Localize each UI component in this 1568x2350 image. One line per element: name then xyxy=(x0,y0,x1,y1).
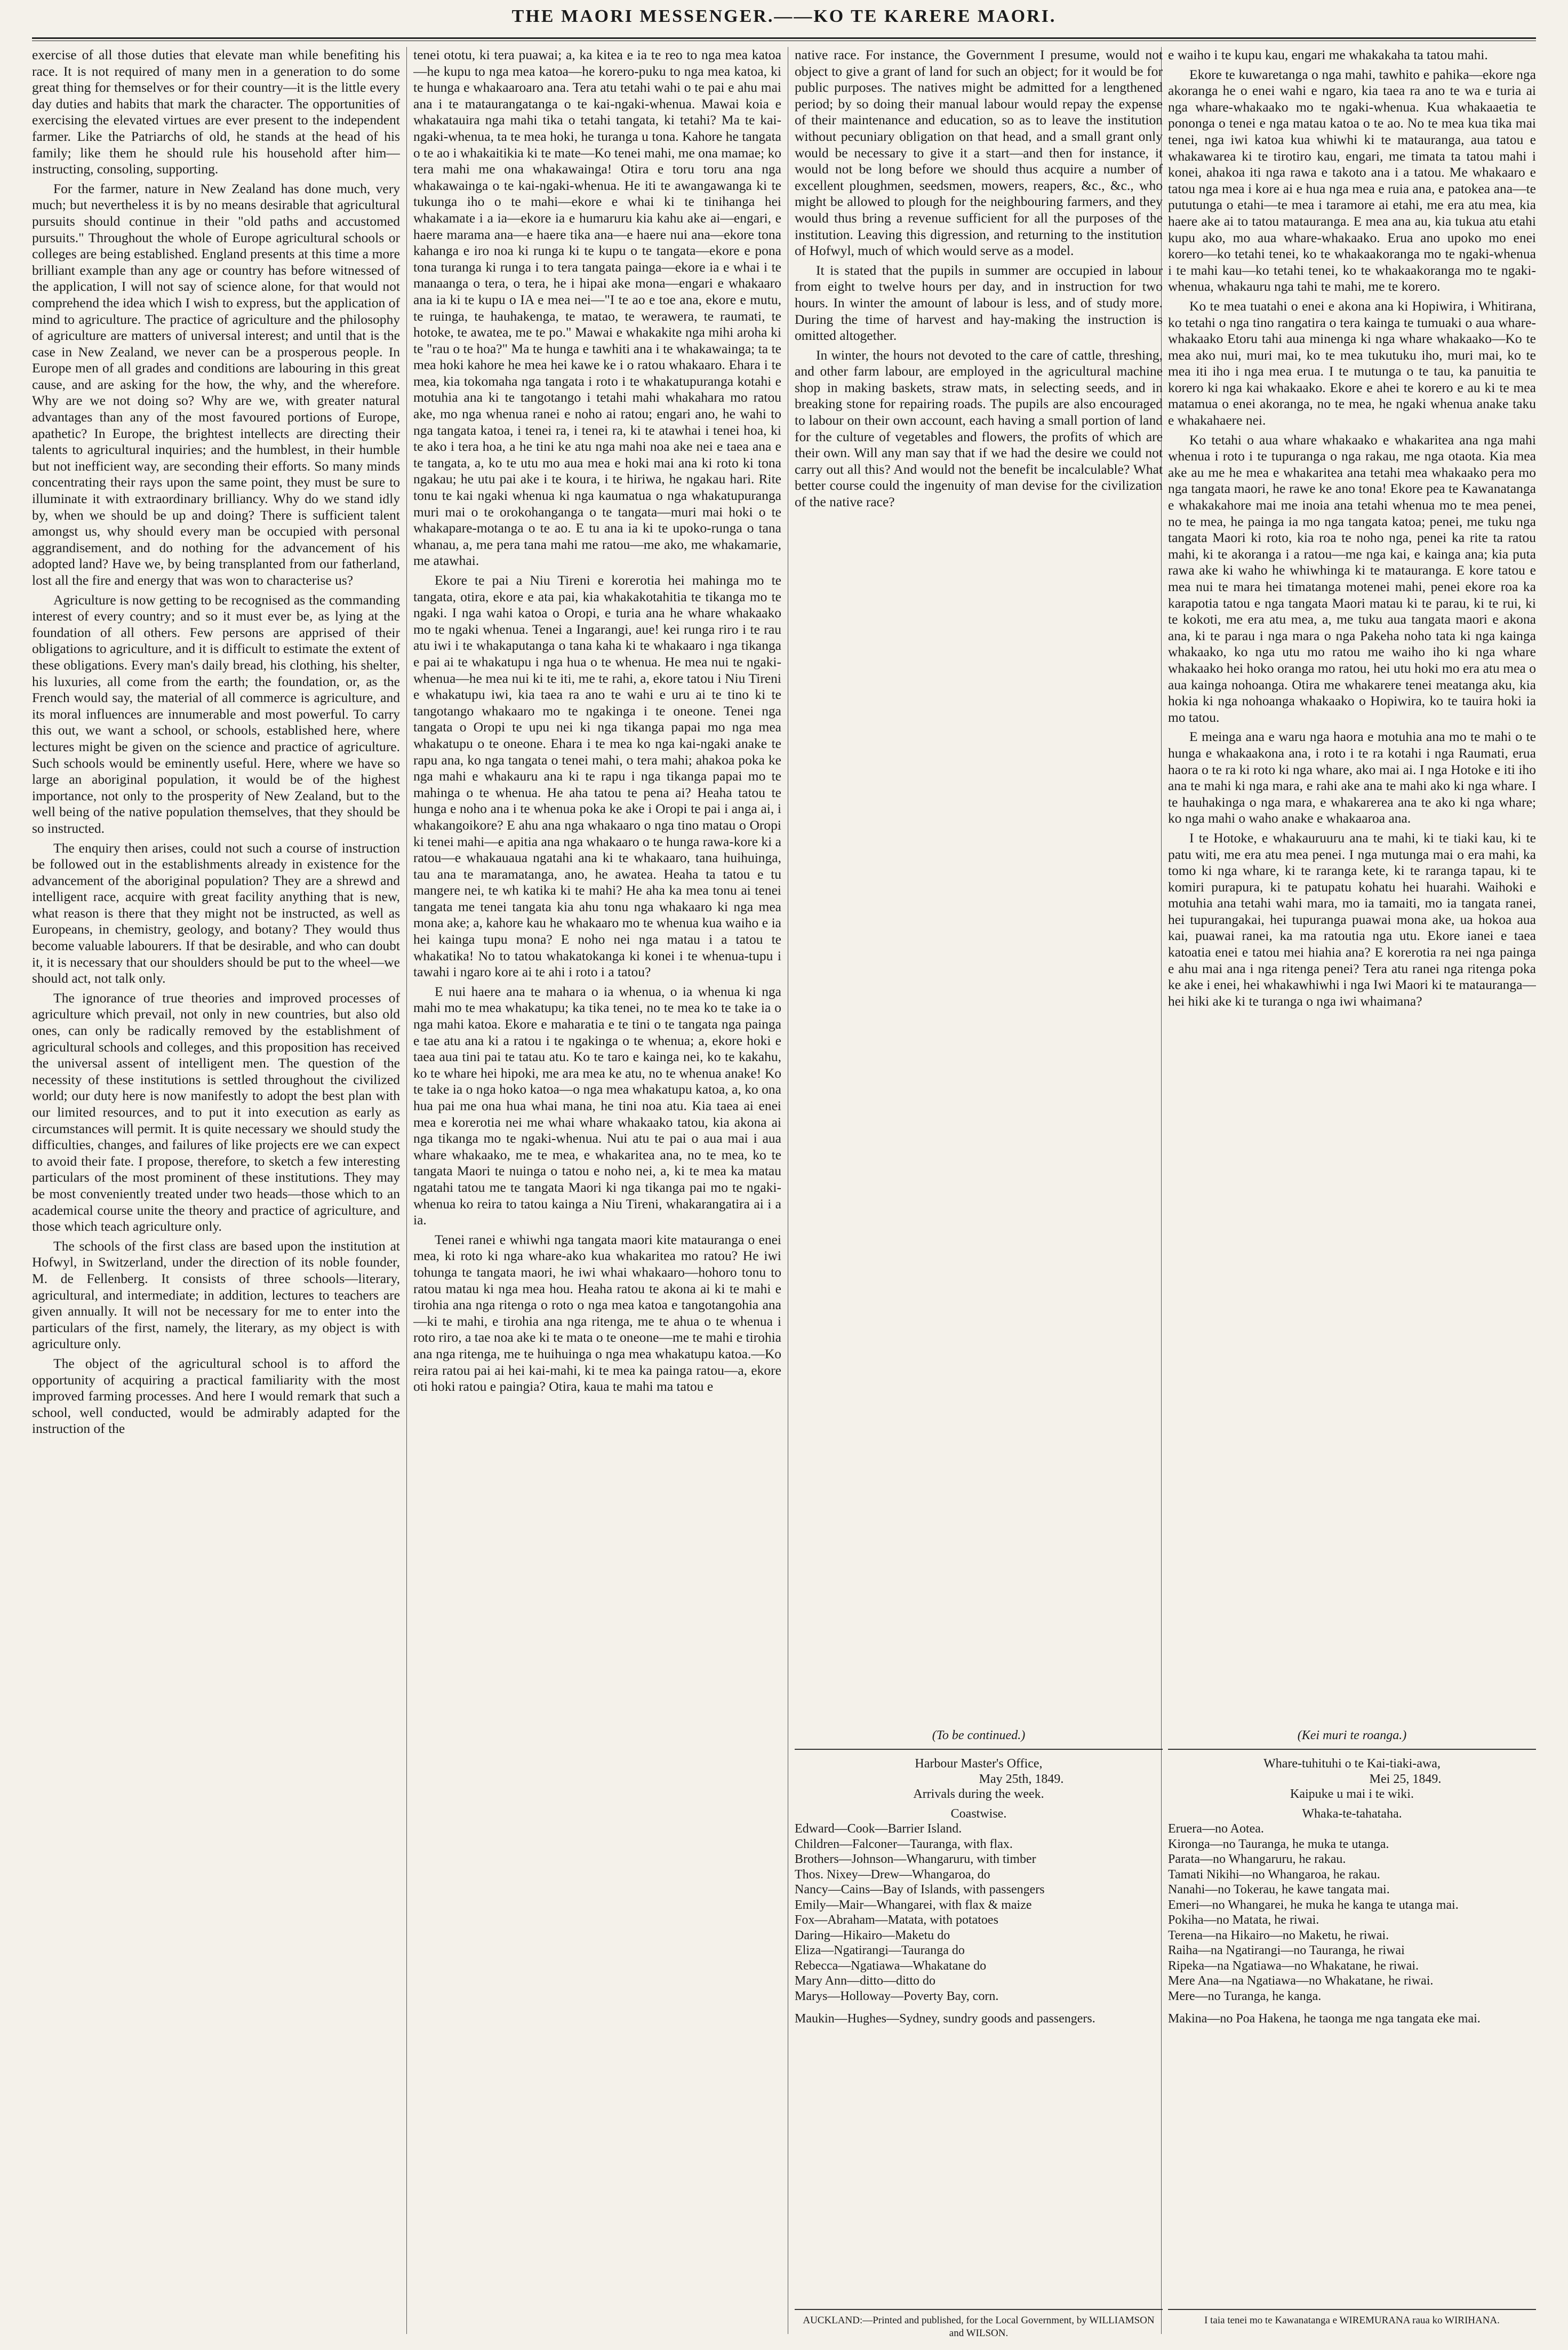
article-paragraph: e waiho i te kupu kau, engari me whakakaha ta tatou mahi. xyxy=(1168,47,1488,62)
shipping-entry: Raiha—na Ngatirangi—no Tauranga, he riwai xyxy=(1168,1943,1405,1957)
shipping-entry: Ripeka—na Ngatiawa—no Whakatane, he riwai. xyxy=(1168,1958,1419,1973)
shipping-entry: Thos. Nixey—Drew—Whangaroa, do xyxy=(795,1867,990,1882)
shipping-notice-maori xyxy=(1168,1756,1536,2027)
section-rule xyxy=(795,1749,1163,1750)
shipping-entry: Edward—Cook—Barrier Island. xyxy=(795,1822,962,1836)
shipping-entry: Kironga—no Tauranga, he muka te utanga. xyxy=(1168,1837,1389,1851)
shipping-entry: Rebecca—Ngatiawa—Whakatane do xyxy=(795,1958,987,1973)
article-paragraph: I te Hotoke, e whakauruuru ana te mahi, ki te tiaki kau, ki te patu witi, me era atu mea penei. I nga mutunga mai o era mahi, ka tomo ki nga whare, ki te raranga kete, ki te raranga tapau, ki te komiri purapura, ki te patupatu kohatu hei huarahi. Waihoki e motuhia ana tetahi wahi mara, mo ia tamaiti, mo ia tangata ranei, hei tupurangakai, hei tupuranga puawai mona ake, ua hokoa aua kai, puawai ranei, ka ma ratoutia nga utu. Ekore ianei e taea katoatia enei e tatou mei hiahia ana? E korerotia ra nei nga painga e ahu mai ana i nga ritenga penei? Tera atu ranei nga ritenga poka ke ake i enei, hei whakawhiwhi i nga Iwi Maori ki te matauranga—hei hiki ake ki te turanga o nga iwi whaimana? xyxy=(1168,830,1536,1009)
article-paragraph: The schools of the first class are based upon the institution at Hofwyl, in Switzerland, under the direction of its noble founder, M. de Fellenberg. It consists of three schools—literary, agricultural, and intermediate; in addition, lectures to teachers are given annually. It will not be necessary for me to enter into the particulars of the first, namely, the literary, as my object is with agriculture only. xyxy=(32,1238,400,1352)
shipping-heading: Arrivals during the week. xyxy=(913,1787,1044,1801)
article-paragraph: exercise of all those duties that elevate man while benefiting his race. It is not required of many men in a generation to do some great thing for themselves or for their country—it is the little every day duties and habits that mark the character. The opportunities of exercising the elevated virtues are ever present to the independent farmer. Like the Patriarchs of old, he stands at the head of his family; like them he should rule his household after him—instructing, consoling, supporting. xyxy=(32,47,400,177)
shipping-date: May 25th, 1849. xyxy=(979,1772,1064,1786)
shipping-entry: Marys—Holloway—Poverty Bay, corn. xyxy=(795,1989,999,2003)
column-english-article xyxy=(32,47,400,2334)
shipping-entry: Emeri—no Whangarei, he muka he kanga te utanga mai. xyxy=(1168,1898,1459,1912)
shipping-entry-international: Maukin—Hughes—Sydney, sundry goods and passengers. xyxy=(795,2012,1095,2026)
shipping-entry: Brothers—Johnson—Whangaruru, with timber xyxy=(795,1852,1036,1866)
shipping-subheading: Coastwise. xyxy=(950,1806,1007,1821)
masthead: THE MAORI MESSENGER.——KO TE KARERE MAORI. xyxy=(511,6,1057,26)
shipping-entry: Fox—Abraham—Matata, with potatoes xyxy=(795,1913,998,1927)
article-paragraph: In winter, the hours not devoted to the care of cattle, threshing, and other farm labour, are employed in the agricultural machine shop in making baskets, straw mats, in selecting seeds, and in breaking stone for repairing roads. The pupils are also encouraged to labour on their own account, each having a small portion of land for the culture of vegetables and flowers, the profits of which are their own. Will any man say that if we had the desire we could not carry out all this? And would not the benefit be incalculable? What better course could the ingenuity of man devise for the civilization of the native race? xyxy=(795,347,1163,510)
article-paragraph: For the farmer, nature in New Zealand has done much, very much; but nevertheless it is by no means desirable that agricultural pursuits should continue in their "old paths and accustomed pursuits." Throughout the whole of Europe agricultural schools or colleges are being established. England presents at this time a more brilliant example than any age or country has before witnessed of the application, I will not say of science alone, for that would not comprehend the idea which I wish to express, but the application of mind to agriculture. The practice of agriculture and the philosophy of agriculture are matters of universal interest; and until that is the case in New Zealand, we never can be a prosperous people. In Europe men of all grades and conditions are labouring in this great cause, and are asking for the how, the why, and the wherefore. Why are we not doing so? Why are we, with greater natural advantages than any of the most favoured portions of Europe, apathetic? In Europe, the brightest intellects are directing their talents to agricultural inquiries; and the humblest, in their humble but not inefficient way, are seconding their efforts. So many minds concentrating their rays upon the same point, they must be sure to illuminate it with extraordinary brilliancy. Why do we stand idly by, when we should be up and doing? There is sufficient talent amongst us, why should every man be occupied with personal aggrandisement, and do nothing for the advancement of his adopted land? Have we, by being transplanted from our fatherland, lost all the fire and energy that was won to characterise us? xyxy=(32,180,400,588)
article-paragraph: Ekore te pai a Niu Tireni e korerotia hei mahinga mo te tangata, otira, ekore e ata pai, kia whakakotahitia te tikanga mo te ngaki. I nga wahi katoa o Oropi, e turia ana he whare whakaako mo te ngaki whenua. Tenei a Ingarangi, aue! kei runga riro i te rau atu iwi i te whakaputanga o tana kaha ki te whakaaro i nga tikanga e pai ai te whakatupu i nga hua o te whenua. He mea nui te ngaki-whenua—he mea nui ki te iti, me te rahi, a, ekore tatou i Niu Tireni e whakatupu iwi, kia taea ra ano te wahi e uru ai te tino ki te tangotango whakaaro mo te ngakinga i te oneone. Tenei nga tangata o Oropi te upu nei ki nga tikanga papai mo nga mea whakatupu o te oneone. Ehara i te mea ko nga kai-ngaki anake te rapu ana, ko nga tangata o tenei mahi, o tera mahi; ahakoa poka ke nga mahi e whakauru ana ki te rapu i nga tikanga papai mo te mahinga o te whenua. He aha tatou te pena ai? Heaha tatou te hunga e noho ana i te whenua poka ke ake i Oropi te pai i anga ai, i whakangoikore? E ahu ana nga whakaaro o nga tino matau o Oropi ki tenei mahi—e apitia ana nga whakaaro o te hunga rawa-kore ki a ratou—e whakauaua ngatahi ana ki te whakaaro, tana huihuinga, tau ana te maramatanga, ano, he awatea. Heaha ta tatou e tu mangere nei, te wh katika ki te mahi? He aha ka mea tonu ai tenei tangata me tenei tangata kia ahu tonu nga whakaaro ki nga mea mona ake; a, kahore kau he whakaaro mo te whenua kua waiho e ia hei kainga tupu mona? E noho nei nga matau i a tatou te whakatika! No to tatou whakatokanga ki konei i te whenua-tupu i tawahi i ngaro kore ai te ahi i roto i a tatou? xyxy=(413,572,781,980)
shipping-entry: Parata—no Whangaruru, he rakau. xyxy=(1168,1852,1346,1866)
column-maori-article-continued xyxy=(1168,47,1536,1720)
article-paragraph: native race. For instance, the Government I presume, would not object to give a grant of land for such an object; for it would be for public purposes. The natives might be admitted for a lengthened period; by so doing their manual labour would repay the expense of their maintenance and education, so as to leave the institution without pecuniary obligation on that head, and a small grant only would be necessary to give it a start—and then for instance, it would not be long before we should thus acquire a number of excellent ploughmen, seedsmen, mowers, reapers, &c., &c., who might be allowed to plough for the neighbouring farmers, and they would thus bring a revenue sufficient for all the purposes of the institution. Leaving this digression, and returning to the institution of Hofwyl, much of which would serve as a model. xyxy=(795,47,1163,259)
article-paragraph: The object of the agricultural school is to afford the opportunity of acquiring a practical familiarity with the most improved farming processes. And here I would remark that such a school, well conducted, would be admirably adapted for the instruction of the xyxy=(32,1355,400,1437)
shipping-entry: Nanahi—no Tokerau, he kawe tangata mai. xyxy=(1168,1883,1390,1897)
shipping-entry: Nancy—Cains—Bay of Islands, with passengers xyxy=(795,1883,1045,1897)
article-paragraph: Ekore te kuwaretanga o nga mahi, tawhito e pahika—ekore nga akoranga he o enei wahi e ngaro, kia taea ra ano te wa e turia ai nga whare-whakaako mo te ngaki-whenua. Kua whakaaetia te pononga o tenei e nga matau katoa o te ao. No te mea kua tika mai tenei, nga iwi katoa kua whiwhi ki te matauranga, aua tatou e whakawarea ki te tirotiro kau, engari, me timata ta tatou mahi i konei, ahakoa iti nga rawa e takoto ana i a tatou. Me whakaaro e tatou nga mea i kore ai e hua nga mea e ruia ana, e patokea ana—te pututunga o etahi—te mea i taramore ai etahi, me era atu mea, kia haere ake ai to tatou matauranga. E mea ana au, kia tukua atu etahi kupu ako, mo aua whare-whakaako. Erua ano upoko mo enei korero—ko tetahi tenei, ko te whakaakoranga mo te ngaki-whenua i te mahi kau—ko tetahi tenei, ko te whakaakoranga mo te ngaki-whenua, whakauru nga tahi te mahi, me te korero. xyxy=(1168,66,1536,294)
article-paragraph: Ko tetahi o aua whare whakaako e whakaritea ana nga mahi whenua i roto i te tupuranga o nga rakau, me nga otaota. Kia mea ake au me he mea e whakaritea ana tetahi mea whakaako pera mo nga tangata maori, he rawe ke ano tona! Ekore pea te Kawanatanga e whakakahore mai me inoia ana tetahi whenua mo te mea penei, no te mea, he painga ia mo nga tangata katoa; penei, me tuku nga tangata Maori ki roto, kia roa te noho nga, penei ka rite ta ratou mahi, ki te akoranga i a ratou—me nga kai, e kainga ana; kia puta rawa ake ki waho he whiwhinga ki te matauranga. E kore tatou e mea nui te mara hei timatanga motenei mahi, penei ekore roa ka karapotia tatou e nga tangata Maori matau ki te parau, ki te rui, ki te kokoti, me era atu mea, a, me tuku aua tangata maori e akona ana, ki te parau i nga mara o nga Pakeha noho tata ki nga kainga whakaako, ko nga utu mo ratou me waiho iho ki nga whare whakaako hei hoko oranga mo ratou, hei utu hoki mo era atu mea o aua kainga nohoanga. Otira me whakarere tenei meatanga aku, kia hokia ki nga nohoanga whakaako o Hopiwira, ko te tauira hoki ia mo tatou. xyxy=(1168,432,1536,725)
shipping-entry: Makina—no Poa Hakena, he taonga me nga tangata eke mai. xyxy=(1168,2012,1481,2026)
shipping-date: Mei 25, 1849. xyxy=(1369,1772,1442,1786)
shipping-entry: Eliza—Ngatirangi—Tauranga do xyxy=(795,1943,965,1957)
imprint-english: AUCKLAND:—Printed and published, for the Local Government, by WILLIAMSON and WILSON. xyxy=(803,2315,1155,2339)
article-paragraph: Ko te mea tuatahi o enei e akona ana ki Hopiwira, i Whitirana, ko tetahi o nga tino rangatira o tera kainga te tumuaki o aua whare-whakaako Etoru tahi aua minenga ki nga whare whakaako—Ko te mea ako nui, muri mai, ko te mea tukutuku iho, muri mai, ko te mea iti iho i nga mea erua. I te mutunga o te tau, ka panuitia te korero ki nga kai whakaako. Ekore e ahei te korero e au ki te mea matamua o enei akoranga, no te mea, he ngaki whenua anake taku e whakahaere nei. xyxy=(1168,298,1536,428)
article-paragraph: Agriculture is now getting to be recognised as the commanding interest of every country; and so it must ever be, as lying at the foundation of all others. Few persons are apprised of their obligations to agriculture, and it is difficult to estimate the extent of these obligations. Every man's daily bread, his clothing, his shelter, his luxuries, all come from the earth; the foundation, or, as the French would say, the material of all commerce is agriculture, and its moral influences are innumerable and most powerful. To carry this out, we want a school, or schools, established here, where lectures might be given on the science and practice of agriculture. Such schools would be eminently useful. Here, where we have so large an aboriginal population, it would be of the highest importance, not only to the prosperity of New Zealand, but to the well being of the native population themselves, that they should be so instructed. xyxy=(32,592,400,836)
shipping-entry: Tamati Nikihi—no Whangaroa, he rakau. xyxy=(1168,1867,1380,1882)
article-paragraph: The enquiry then arises, could not such a course of instruction be followed out in the establishments already in existence for the advancement of the aboriginal population? They are a shrewd and intelligent race, acquire with great facility anything that is new, what reason is there that they might not be instructed, as well as Europeans, in chemistry, geology, and botany? They would thus become valuable labourers. If that be desirable, and who can doubt it, it is necessary that our shoulders should be put to the wheel—we should act, not talk only. xyxy=(32,840,400,986)
imprint-maori: I taia tenei mo te Kawanatanga e WIREMURANA raua ko WIRIHANA. xyxy=(1204,2315,1500,2326)
to-be-continued-note-maori: (Kei muri te roanga.) xyxy=(1297,1728,1407,1742)
shipping-entry: Mere—no Turanga, he kanga. xyxy=(1168,1989,1322,2003)
shipping-office: Harbour Master's Office, xyxy=(915,1757,1043,1771)
column-maori-article xyxy=(413,47,781,2334)
article-paragraph: It is stated that the pupils in summer are occupied in labour from eight to twelve hours per day, and in instruction for two hours. In winter the amount of labour is less, and of study more. During the time of harvest and hay-making the instruction is omitted altogether. xyxy=(795,262,1163,344)
shipping-office: Whare-tuhituhi o te Kai-tiaki-awa, xyxy=(1263,1757,1441,1771)
section-rule xyxy=(1168,1749,1536,1750)
shipping-entry: Terena—na Hikairo—no Maketu, he riwai. xyxy=(1168,1928,1389,1942)
shipping-entry: Emily—Mair—Whangarei, with flax & maize xyxy=(795,1898,1032,1912)
to-be-continued-note: (To be continued.) xyxy=(932,1728,1026,1742)
shipping-entry: Mere Ana—na Ngatiawa—no Whakatane, he riwai. xyxy=(1168,1974,1434,1988)
shipping-heading: Kaipuke u mai i te wiki. xyxy=(1290,1787,1414,1801)
shipping-entry: Children—Falconer—Tauranga, with flax. xyxy=(795,1837,1013,1851)
imprint-rule xyxy=(1168,2309,1536,2310)
article-paragraph: Tenei ranei e whiwhi nga tangata maori kite matauranga o enei mea, ki roto ki nga whare-ako kua whakaritea mo ratou? He iwi tohunga te tangata maori, he iwi whai whakaaro—hohoro tonu to ratou matau ki nga mea hou. Heaha ratou te akona ai ki te mahi e tirohia ana nga ritenga o roto o nga mea katoa e tangotangohia ana—ki te mahi, e tirohia ana nga ritenga, me te ahua o te whenua i roto riro, a tae noa ake ki te mata o te oneone—me te mahi e tirohia ana nga ritenga, me te huihuinga o nga mea whakatupu katoa.—Ko reira ratou pai ai hei kai-mahi, ki te mea ka painga ratou—a, ekore oti hoki ratou e paingia? Otira, kaua te mahi ma tatou e xyxy=(413,1231,781,1395)
shipping-subheading: Whaka-te-tahataha. xyxy=(1302,1806,1402,1821)
shipping-entry: Eruera—no Aotea. xyxy=(1168,1822,1264,1836)
article-paragraph: E meinga ana e waru nga haora e motuhia ana mo te mahi o te hunga e whakaakona ana, i roto i te ra kotahi i nga Raumati, erua haora o te ra ki roto ki nga whare, ako mai ai. I nga Hotoke e iti iho ana te mahi ki nga mara, e rahi ake ana te mahi ako ki nga whare. I te hauhakinga o nga mara, e whakarerea ana te ako ki nga whare; ko nga mahi o waho anake e whakaaroa ana. xyxy=(1168,729,1536,826)
column-divider xyxy=(406,47,407,2334)
imprint-rule xyxy=(795,2309,1163,2310)
article-paragraph: tenei ototu, ki tera puawai; a, ka kitea e ia te reo to nga mea katoa—he kupu to nga mea katoa—he korero-puku to nga mea katoa, ki te hunga e whakaaroaro ana. Tera atu tetahi wahi o te pai e ahu mai ana i te mataurangatanga o te kai-ngaki-whenua. Mawai koia e whakatauira nga mahi tika o tetahi tangata, ki tetahi? Ma te kai-ngaki-whenua, ta te mea hoki, he turanga u tona. Kahore he tangata o te ao i whakaitikia ki te mate—Ko tenei mahi, me ona mamae; ko tera mahi me ona whakawainga! Otira e toru toru ana nga whakawainga o te kai-ngaki-whenua. He iti te awangawanga ki te tukunga iho o te mahi—ekore e whai ki te tinihanga hei whakamate i a ia—ekore ia e humaruru kia kahu ake ai—engari, e haere marama ana—e haere tika ana—e haere nui ana—ekore tona kahanga e iro noa ki runga ki te kupu o te tangata—ekore e pona tona turanga ki runga i to tera tangata painga—ekore ia e whai i te manaanga o tera, o tera, he i hipai ake mona—engari e whakaaro ana ia ki te kupu o IA e mea nei—"I te ao e toe ana, ekore e mutu, te ruinga, te hauhakenga, te matao, te werawera, te raumati, te hotoke, te awatea, me te po." Mawai e whakakite nga mihi aroha ki te "rau o te hoa?" Ma te hunga e tawhiti ana i te whakawainga; ta te mea hoki kahore he mea hei kawe ke i o ratou whakaaro. Ehara i te mea, kia tokomaha nga tangata i roto i te whakatupuranga kotahi e motuhia ana ki te tangotango i tetahi mahi whakahara mo ratou ake, mo nga whenua ranei e noho ai ratou; engari ano, he wahi to nga tangata katoa, i tenei ra, i tenei ra, ki te atawhai i tenei hoa, ki te ako i tera hoa, a he tini ke atu nga mahi noa ake nei e taea ana e te tangata, a, ko te utu mo aua mea e hoki mai ana ki roto ki tona ngakau; he utu pai ake i te koura, i te hiriwa, he ngakau hari. Rite tonu te kai ngaki whenua ki nga kaumatua o nga whakatupuranga muri mai o te orokohanganga o te tangata—muri mai hoki o te whakapare-motanga o te ao. E tu ana ia ki te upoko-runga o tana whanau, a, me pera tana mahi me ratou—me ako, me whakamarie, me atawhai. xyxy=(413,47,781,569)
shipping-entry: Pokiha—no Matata, he riwai. xyxy=(1168,1913,1319,1927)
article-paragraph: E nui haere ana te mahara o ia whenua, o ia whenua ki nga mahi mo te mea whakatupu; ka tika tenei, no te mea ko te take ia o nga mahi katoa. Ekore e maharatia e te tini o te tangata nga painga e tae atu ana ki a ratou i te ngakinga o te whenua; a, ekore hoki e taea aua tini pai te tatau atu. Ko te taro e kainga nei, ko te kakahu, ko te whare hei hipoki, me ara mea ke atu, no te whenua anake! Ko te take ia o nga hoko katoa—o nga mea whakatupu katoa, a, ko ona hua pai me ona hua whai mana, he tini noa atu. Kia taea ai enei mea e korerotia nei me whai whare whakaako tatou, kia akona ai nga tikanga mo te ngaki-whenua. Nui atu te pai o aua mai i aua whare whakaako, me te mea, e whakaritea ana, no te mea, ko te tangata Maori te nuinga o tatou e noho nei, a, ki te mea ka matau ngatahi tatou me te tangata Maori ki nga tikanga pai mo te ngaki-whenua ko reira to tatou kainga a Niu Tireni, whakarangatira ai i a ia. xyxy=(413,983,781,1228)
column-english-article-continued xyxy=(795,47,1163,1710)
shipping-entry: Mary Ann—ditto—ditto do xyxy=(795,1974,935,1988)
article-paragraph: The ignorance of true theories and improved processes of agriculture which prevail, not only in new countries, but also old ones, can only be radically removed by the establishment of agricultural schools and colleges, and this proposition has received the universal assent of intelligent men. The question of the necessity of these institutions is settled throughout the civilized world; our duty here is now manifestly to adopt the best plan with our limited resources, and to put it into execution as early as circumstances will permit. It is quite necessary we should study the difficulties, changes, and failures of like projects ere we can expect to avoid their fate. I propose, therefore, to sketch a few interesting particulars of the most prominent of these institutions. They may be most conveniently treated under two heads—those which to an academical course unite the theory and practice of agriculture, and those which teach agriculture only. xyxy=(32,990,400,1234)
masthead-rule xyxy=(32,37,1536,39)
shipping-entry: Daring—Hikairo—Maketu do xyxy=(795,1928,950,1942)
shipping-notice-english xyxy=(795,1756,1163,2027)
